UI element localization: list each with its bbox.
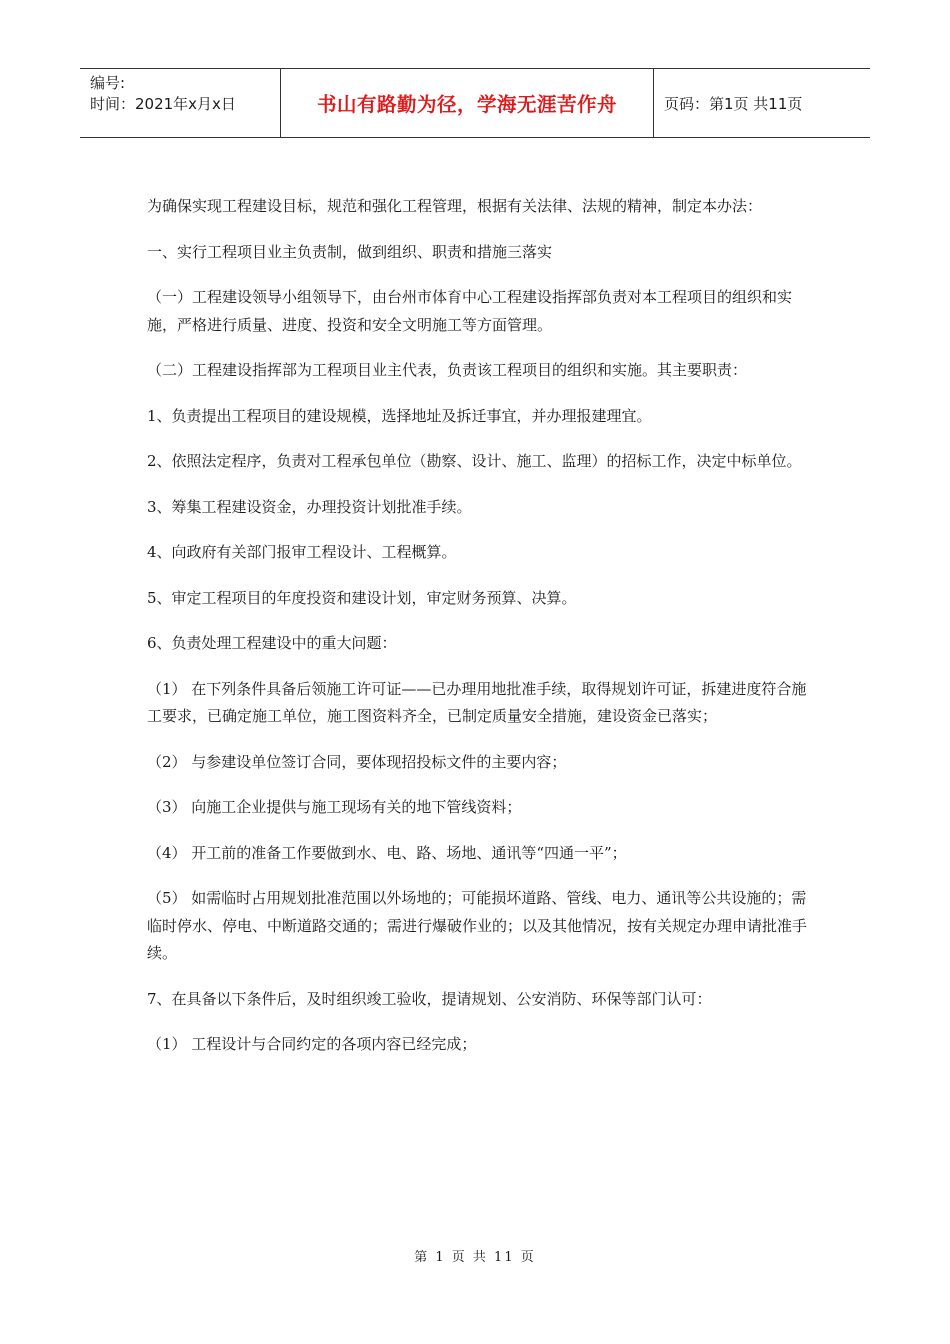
- paragraph: （二）工程建设指挥部为工程项目业主代表，负责该工程项目的组织和实施。其主要职责：: [147, 361, 748, 379]
- sub-list-item: （2） 与参建设单位签订合同，要体现招投标文件的主要内容；: [147, 752, 567, 771]
- list-item: 2、依照法定程序，负责对工程承包单位（勘察、设计、施工、监理）的招标工作，决定中标单位。: [147, 452, 802, 470]
- paragraph: （一）工程建设领导小组领导下，由台州市体育中心工程建设指挥部负责对本工程项目的组织和实施，严格进行质量、进度、投资和安全文明施工等方面管理。: [147, 288, 793, 334]
- document-body: [147, 193, 807, 1077]
- section-heading: 一、实行工程项目业主负责制，做到组织、职责和措施三落实: [147, 242, 553, 261]
- sub-list-item: （1） 工程设计与合同约定的各项内容已经完成；: [147, 1035, 477, 1053]
- sub-list-item: （4） 开工前的准备工作要做到水、电、路、场地、通讯等“四通一平”；: [147, 843, 627, 862]
- document-header: [80, 68, 870, 138]
- serial-number-label: 编号:: [90, 74, 126, 92]
- header-motto: 书山有路勤为径，学海无涯苦作舟: [280, 69, 654, 137]
- list-item: 5、审定工程项目的年度投资和建设计划，审定财务预算、决算。: [147, 588, 577, 607]
- sub-list-item: （1） 在下列条件具备后领施工许可证——已办理用地批准手续，取得规划许可证，拆建进度符合施工要求，已确定施工单位，施工图资料齐全，已制定质量安全措施，建设资金已落实；: [147, 679, 807, 725]
- header-meta: [80, 69, 280, 137]
- list-item: 1、负责提出工程项目的建设规模，选择地址及拆迁事宜，并办理报建理宜。: [147, 406, 652, 425]
- list-item: 4、向政府有关部门报审工程设计、工程概算。: [147, 543, 457, 561]
- date-line: 时间：2021年x月x日: [90, 95, 236, 113]
- sub-list-item: （3） 向施工企业提供与施工现场有关的地下管线资料；: [147, 798, 522, 816]
- page-footer: 第 1 页 共 11 页: [414, 1250, 536, 1265]
- paragraph: 为确保实现工程建设目标，规范和强化工程管理，根据有关法律、法规的精神，制定本办法：: [147, 197, 763, 215]
- list-item: 7、在具备以下条件后，及时组织竣工验收，提请规划、公安消防、环保等部门认可：: [147, 989, 712, 1008]
- sub-list-item: （5） 如需临时占用规划批准范围以外场地的；可能损坏道路、管线、电力、通讯等公共设施的；需临时停水、停电、中断道路交通的；需进行爆破作业的；以及其他情况，按有关规定办理申请批准手续。: [147, 889, 808, 962]
- header-page-info: 页码：第1页 共11页: [664, 94, 803, 113]
- list-item: 6、负责处理工程建设中的重大问题：: [147, 634, 397, 652]
- list-item: 3、筹集工程建设资金，办理投资计划批准手续。: [147, 497, 472, 516]
